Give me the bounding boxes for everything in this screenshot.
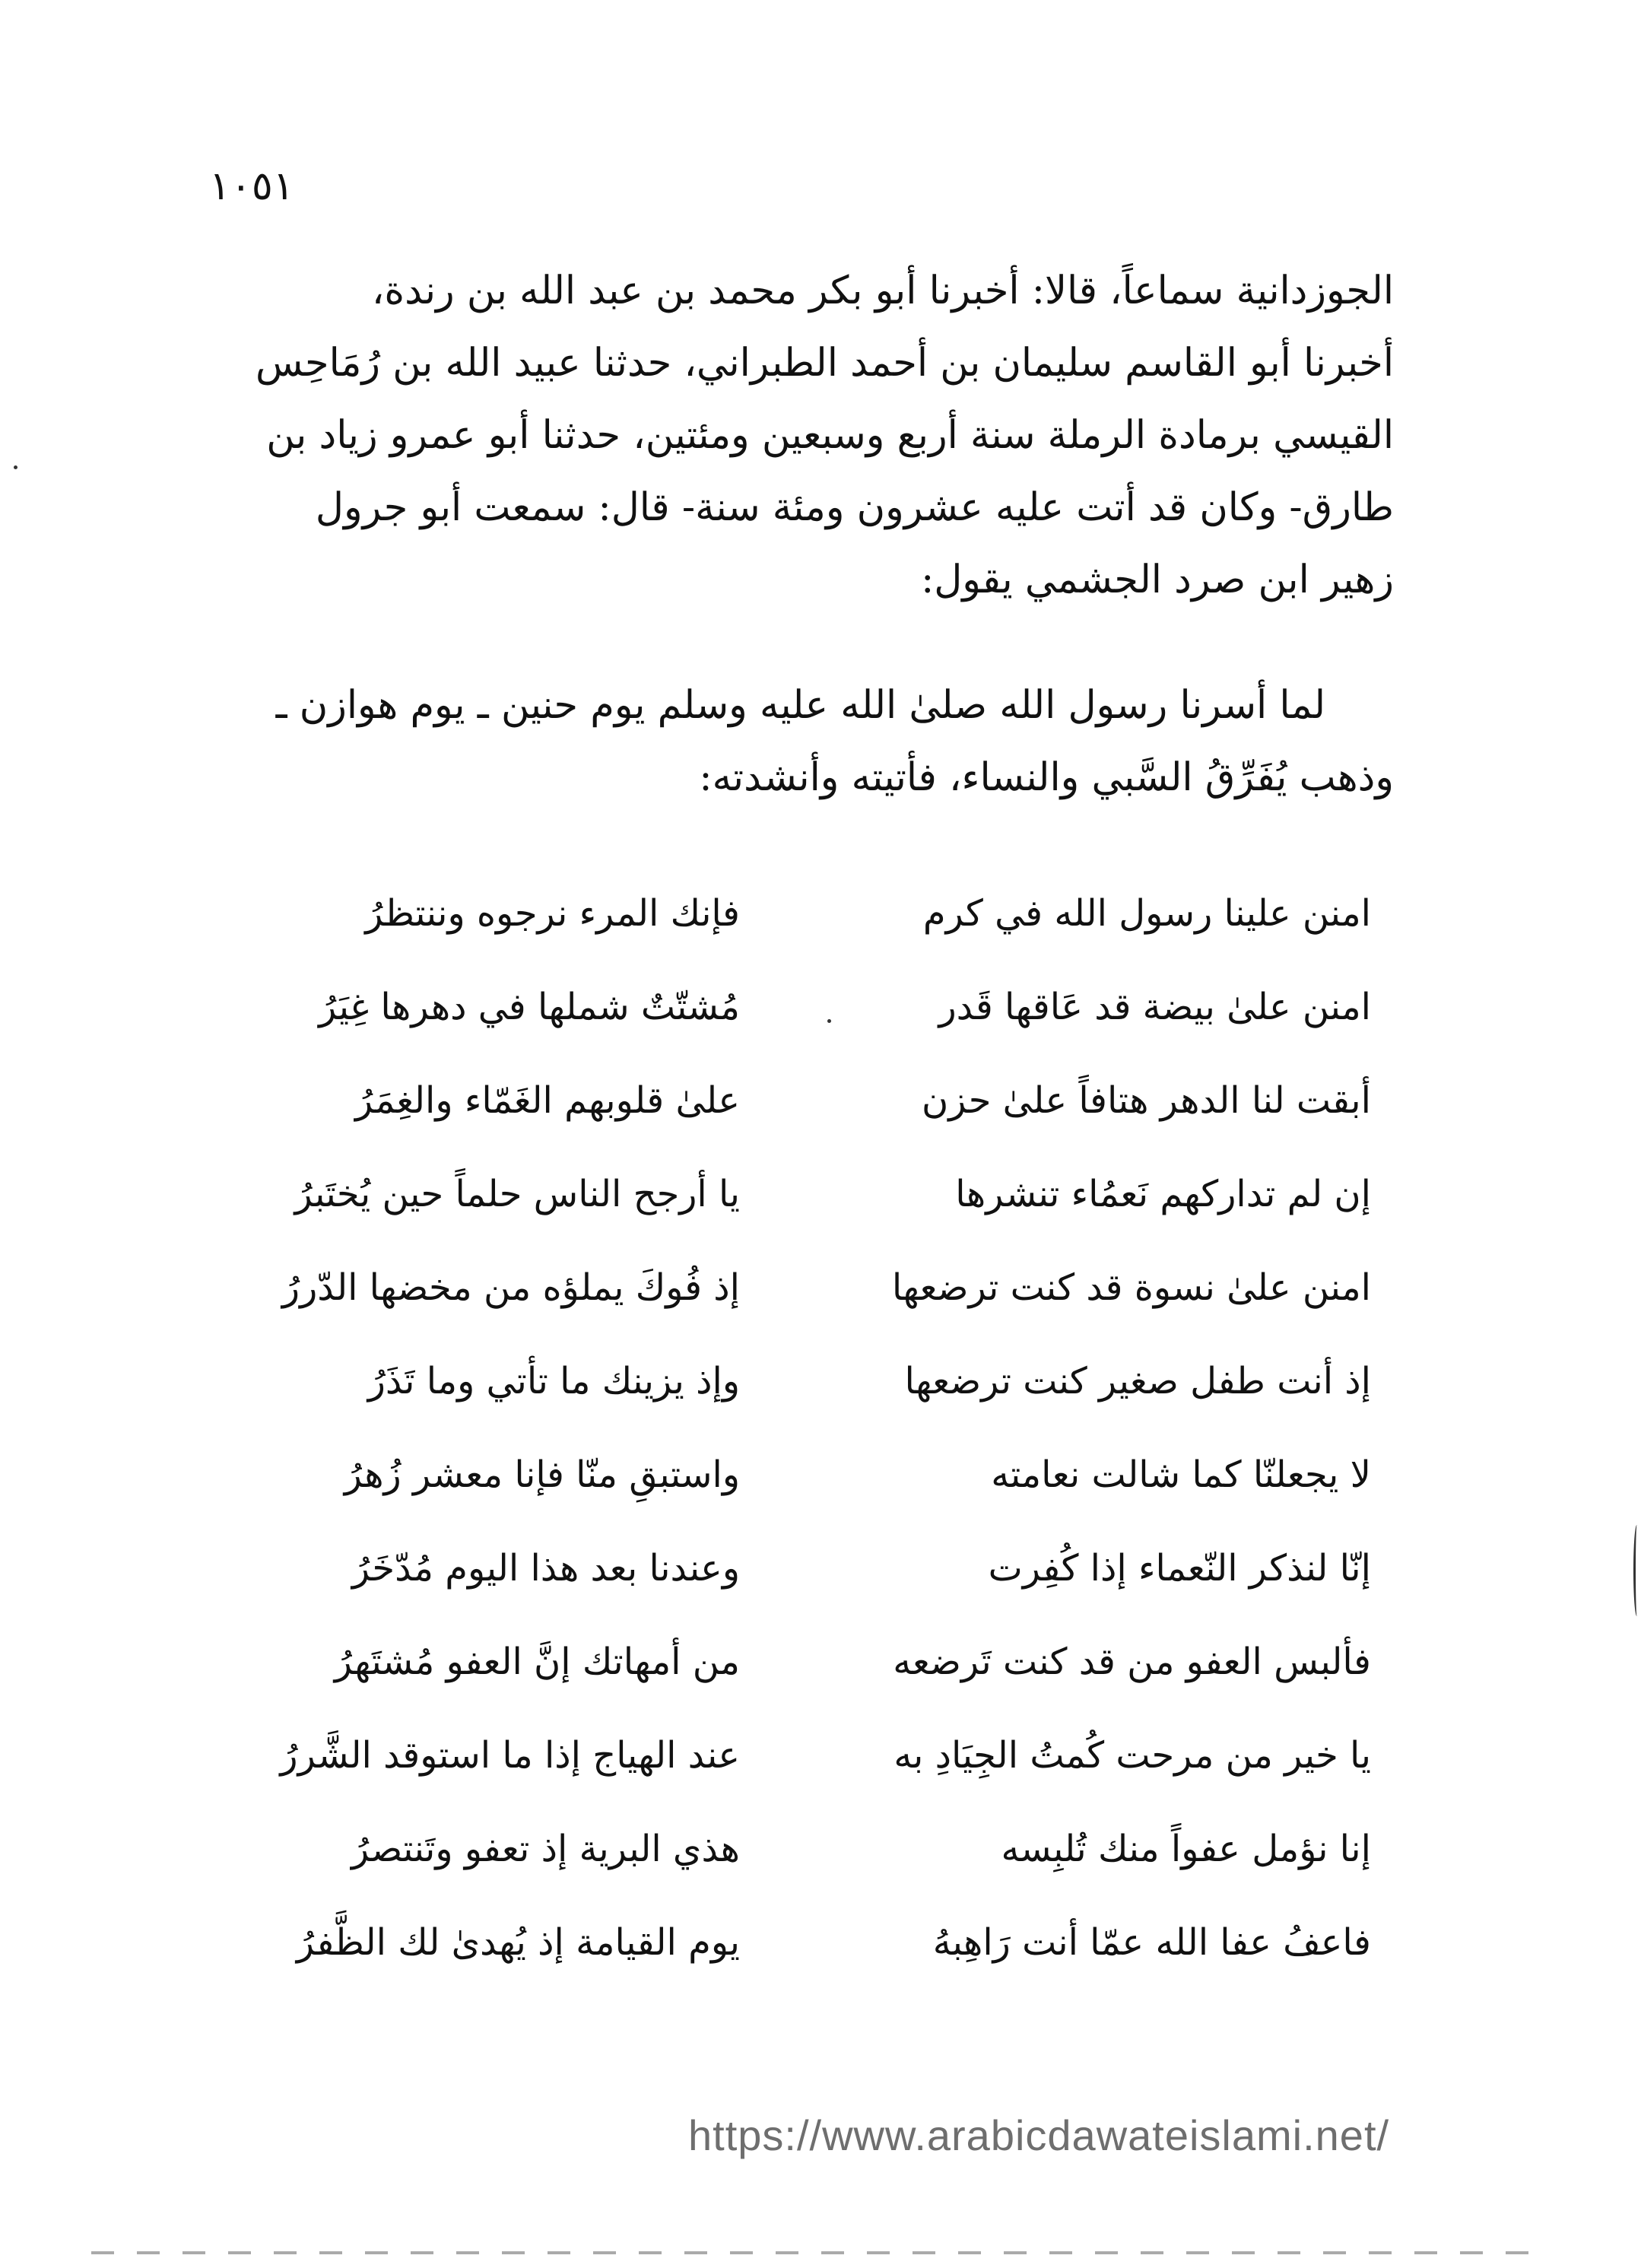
verse-first-hemistich: لا يجعلنّا كما شالت نعامته [991,1453,1371,1496]
page-number: ١٠٥١ [209,164,294,209]
verse-second-hemistich: فإنك المرء نرجوه وننتظرُ [365,892,740,935]
verse-second-hemistich: من أمهاتك إنَّ العفو مُشتَهرُ [334,1641,740,1683]
verse-second-hemistich: إذ فُوكَ يملؤه من مخضها الدّررُ [281,1266,740,1309]
verse-second-hemistich: وعندنا بعد هذا اليوم مُدّخَرُ [351,1547,740,1590]
verse-first-hemistich: أبقت لنا الدهر هتافاً علىٰ حزن [921,1079,1371,1122]
scan-speck [14,465,17,469]
verse-second-hemistich: علىٰ قلوبهم الغَمّاء والغِمَرُ [355,1079,740,1122]
poem-verse [211,961,1394,1054]
verse-first-hemistich: امنن علىٰ بيضة قد عَاقها قَدر [938,986,1371,1028]
prose-line: زهير ابن صرد الجشمي يقول: [921,557,1394,602]
poem [211,867,1394,1990]
verse-second-hemistich: مُشتّتٌ شملها في دهرها غِيَرُ [319,986,740,1028]
prose-line: القيسي برمادة الرملة سنة أربع وسبعين ومئتين، حدثنا أبو عمرو زياد بن [266,413,1394,458]
poem-verse [211,1428,1394,1522]
prose-line: وذهب يُفَرِّقُ السَّبي والنساء، فأتيته وأنشدته: [699,755,1394,800]
verse-second-hemistich: هذي البرية إذ تعفو وتَنتصرُ [351,1828,740,1870]
poem-verse [211,1522,1394,1615]
verse-second-hemistich: وإذ يزينك ما تأتي وما تَذَرُ [367,1360,740,1402]
prose-line: أخبرنا أبو القاسم سليمان بن أحمد الطبراني، حدثنا عبيد الله بن رُمَاحِس [256,341,1394,386]
verse-second-hemistich: واستبقِ منّا فإنا معشر زُهرُ [344,1453,740,1496]
poem-verse [211,867,1394,961]
verse-second-hemistich: عند الهياج إذا ما استوقد الشَّررُ [280,1734,740,1777]
prose-paragraph-2 [211,669,1394,814]
verse-first-hemistich: إنا نؤمل عفواً منك تُلبِسه [1001,1828,1371,1870]
verse-second-hemistich: يوم القيامة إذ يُهدىٰ لك الظَّفرُ [296,1921,740,1964]
prose-line: الجوزدانية سماعاً، قالا: أخبرنا أبو بكر محمد بن عبد الله بن رندة، [371,268,1394,313]
poem-verse [211,1335,1394,1428]
poem-verse [211,1148,1394,1241]
poem-verse [211,1803,1394,1896]
poem-verse [211,1241,1394,1335]
prose-paragraph-1 [211,255,1394,616]
prose-line: طارق- وكان قد أتت عليه عشرون ومئة سنة- قال: سمعت أبو جرول [315,485,1394,530]
verse-first-hemistich: فألبس العفو من قد كنت تَرضعه [893,1641,1371,1683]
scan-speck [827,1019,831,1023]
poem-verse [211,1615,1394,1709]
poem-verse [211,1709,1394,1803]
verse-first-hemistich: يا خير من مرحت كُمتُ الجِيَادِ به [894,1734,1371,1777]
prose-line: لما أسرنا رسول الله صلىٰ الله عليه وسلم يوم حنين ـ يوم هوازن ـ [275,683,1325,728]
verse-second-hemistich: يا أرجح الناس حلماً حين يُختَبرُ [294,1173,740,1215]
binding-mark [1633,1525,1640,1616]
verse-first-hemistich: امنن علىٰ نسوة قد كنت ترضعها [891,1266,1371,1309]
poem-verse [211,1896,1394,1990]
watermark-url: https://www.arabicdawateislami.net/ [688,2111,1390,2159]
verse-first-hemistich: إن لم تداركهم نَعمُاء تنشرها [955,1173,1371,1215]
verse-first-hemistich: إنّا لنذكر النّعماء إذا كُفِرت [988,1547,1371,1590]
bottom-scan-rule [91,2251,1536,2254]
poem-verse [211,1054,1394,1148]
verse-first-hemistich: امنن علينا رسول الله في كرم [922,892,1371,935]
verse-first-hemistich: إذ أنت طفل صغير كنت ترضعها [904,1360,1371,1402]
verse-first-hemistich: فاعفُ عفا الله عمّا أنت رَاهِبهُ [932,1921,1371,1964]
